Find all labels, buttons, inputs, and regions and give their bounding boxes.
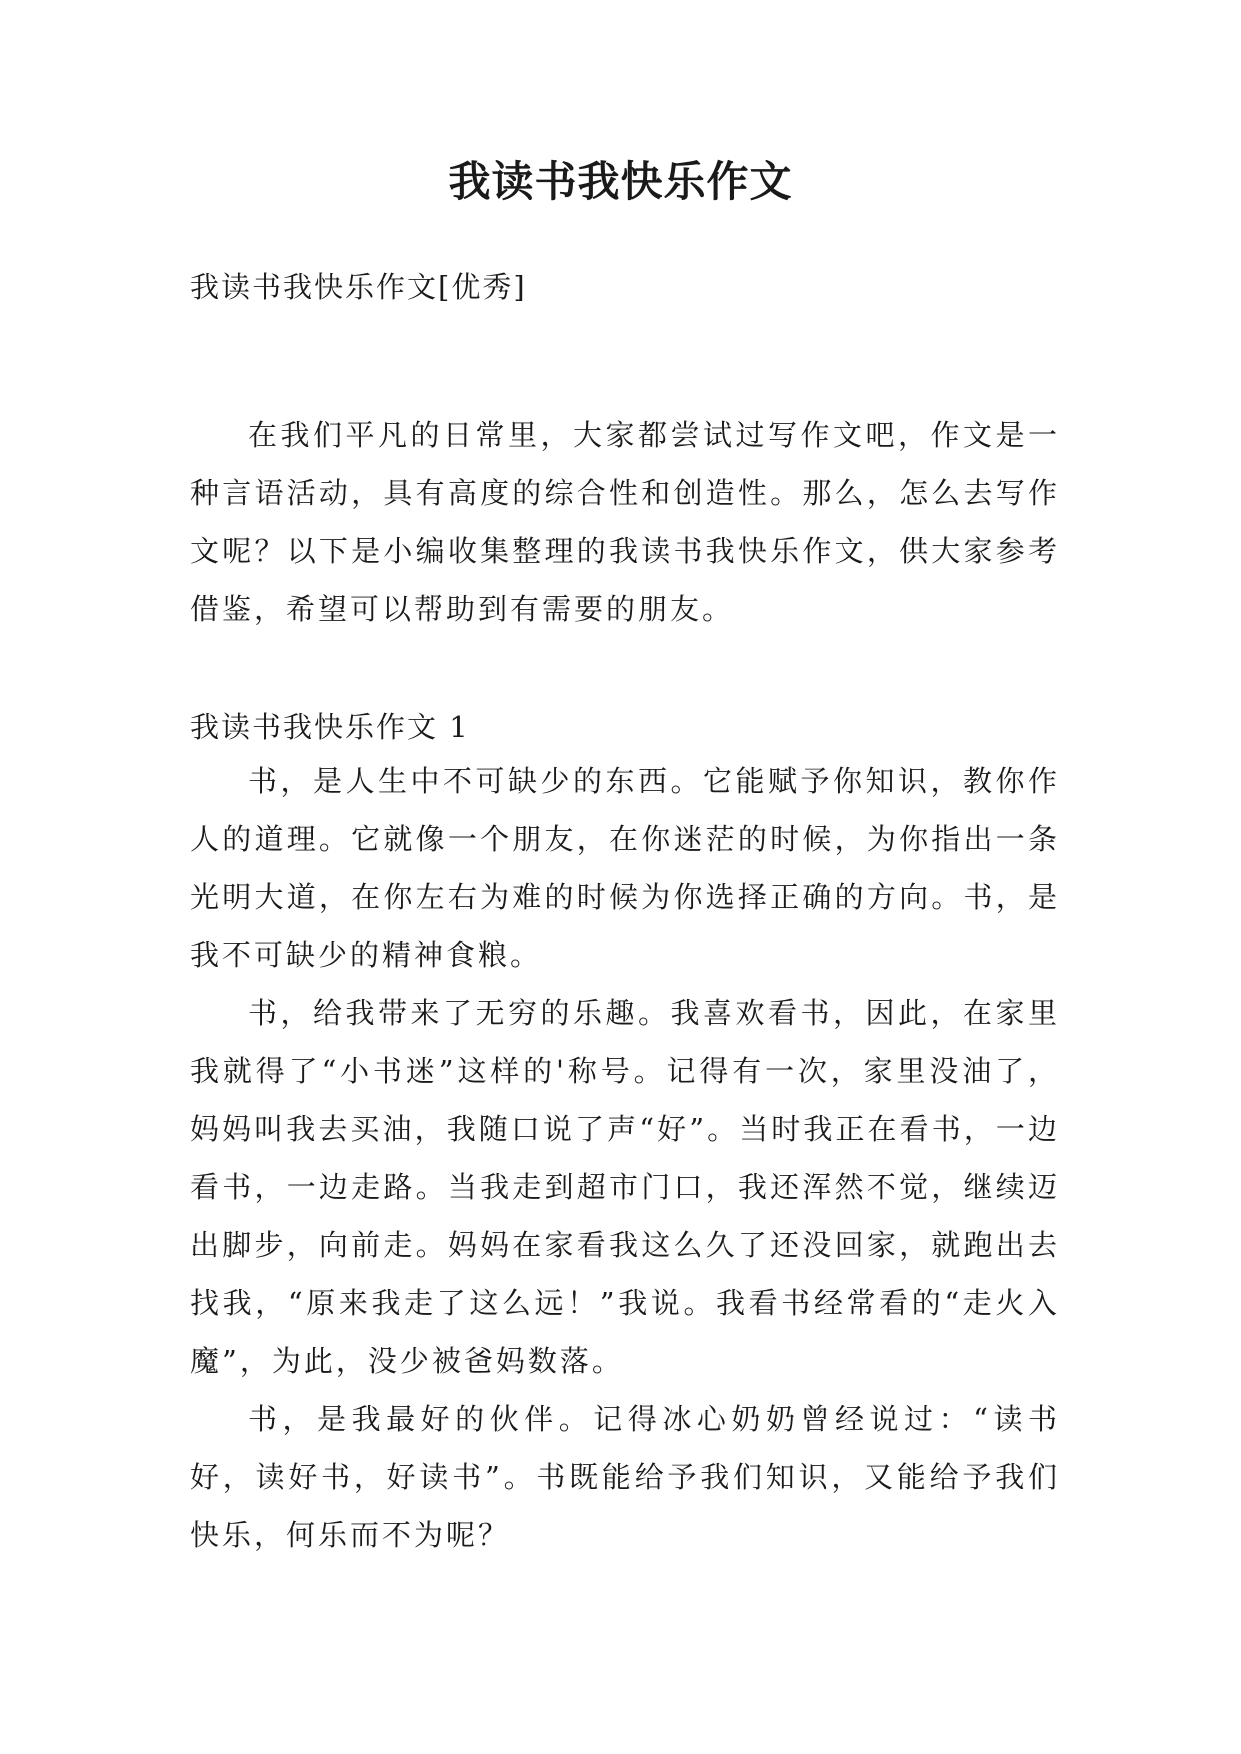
document-subtitle: 我读书我快乐作文[优秀] [190, 270, 527, 304]
intro-block [190, 406, 1060, 638]
essay-paragraph: 书，是我最好的伙伴。记得冰心奶奶曾经说过：“读书好，读好书，好读书”。书既能给予我们知识，又能给予我们快乐，何乐而不为呢？ [190, 1402, 1060, 1552]
document-title: 我读书我快乐作文 [448, 157, 793, 206]
intro-paragraph: 在我们平凡的日常里，大家都尝试过写作文吧，作文是一种言语活动，具有高度的综合性和创造性。那么，怎么去写作文呢？以下是小编收集整理的我读书我快乐作文，供大家参考借鉴，希望可以帮助到有需要的朋友。 [190, 418, 1060, 626]
essay-paragraph: 书，给我带来了无穷的乐趣。我喜欢看书，因此，在家里我就得了“小书迷”这样的'称号。记得有一次，家里没油了，妈妈叫我去买油，我随口说了声“好”。当时我正在看书，一边看书，一边走路。当我走到超市门口，我还浑然不觉，继续迈出脚步，向前走。妈妈在家看我这么久了还没回家，就跑出去找我，“原来我走了这么远！”我说。我看书经常看的“走火入魔”，为此，没少被爸妈数落。 [190, 996, 1060, 1378]
essay-body [190, 752, 1060, 1564]
essay-paragraph: 书，是人生中不可缺少的东西。它能赋予你知识，教你作人的道理。它就像一个朋友，在你迷茫的时候，为你指出一条光明大道，在你左右为难的时候为你选择正确的方向。书，是我不可缺少的精神食粮。 [190, 764, 1060, 972]
section-heading: 我读书我快乐作文 1 [190, 710, 470, 744]
